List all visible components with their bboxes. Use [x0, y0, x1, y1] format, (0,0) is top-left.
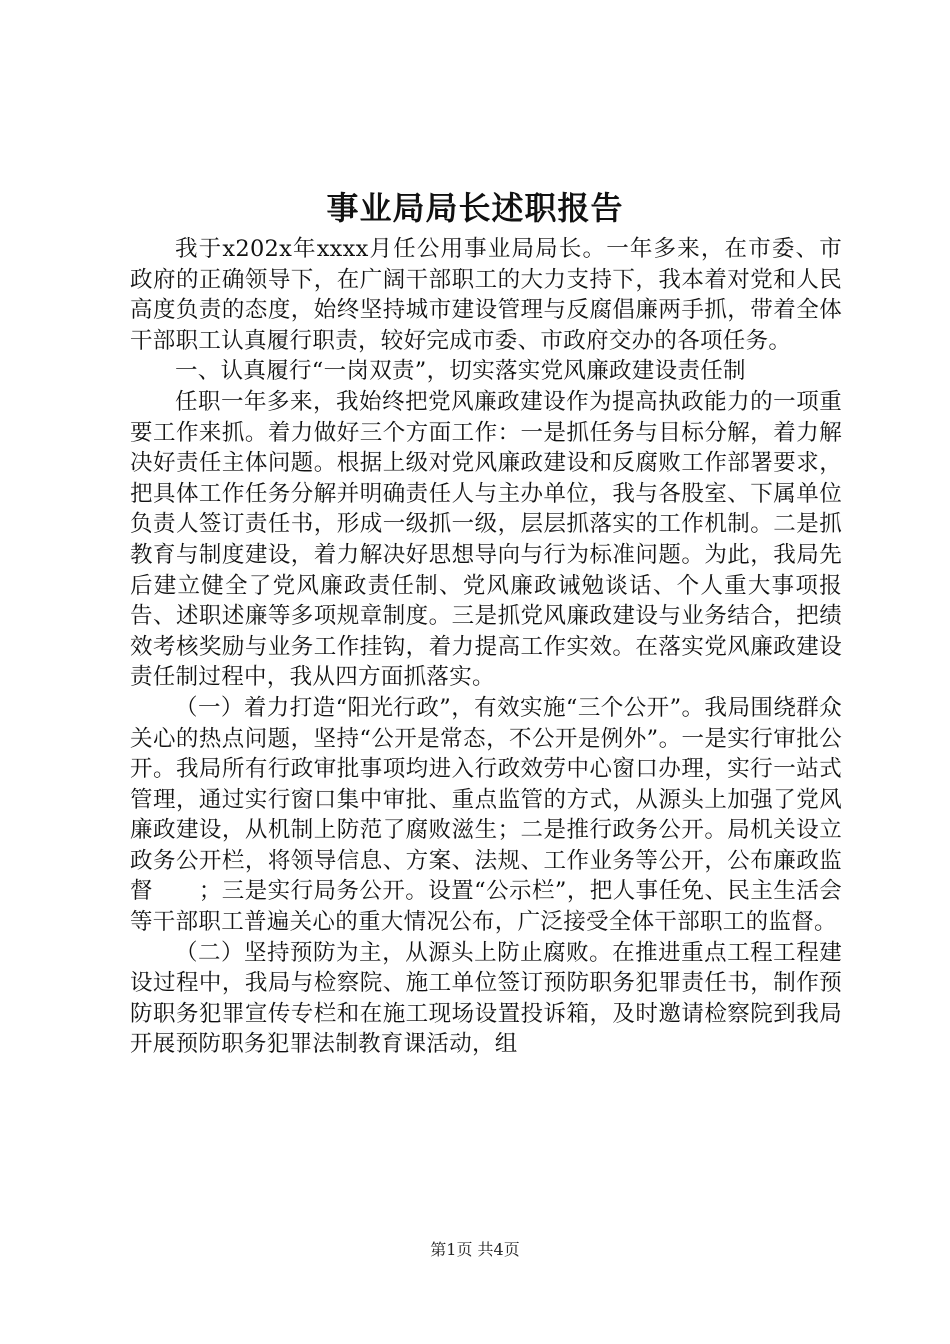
- page-footer: 第1页 共4页: [430, 1240, 520, 1259]
- intro-paragraph: 我于x202x年xxxx月任公用事业局局长。一年多来，在市委、市政府的正确领导下，在广阔干部职工的大力支持下，我本着对党和人民高度负责的态度，始终坚持城市建设管理与反腐倡廉两手抓，带着全体干部职工认真履行职责，较好完成市委、市政府交办的各项任务。: [130, 236, 842, 354]
- subsection-paragraph-1: （一）着力打造“阳光行政”，有效实施“三个公开”。我局围绕群众关心的热点问题，坚持“公开是常态，不公开是例外”。一是实行审批公开。我局所有行政审批事项均进入行政效劳中心窗口办理，实行一站式管理，通过实行窗口集中审批、重点监管的方式，从源头上加强了党风廉政建设，从机制上防范了腐败滋生；二是推行政务公开。局机关设立政务公开栏，将领导信息、方案、法规、工作业务等公开，公布廉政监督 ；三是实行局务公开。设置“公示栏”，把人事任免、民主生活会等干部职工普遍关心的重大情况公布，广泛接受全体干部职工的监督。: [130, 694, 842, 936]
- section-heading: 一、认真履行“一岗双责”，切实落实党风廉政建设责任制: [175, 358, 746, 385]
- body-paragraph: 任职一年多来，我始终把党风廉政建设作为提高执政能力的一项重要工作来抓。着力做好三个方面工作：一是抓任务与目标分解，着力解决好责任主体问题。根据上级对党风廉政建设和反腐败工作部署要求，把具体工作任务分解并明确责任人与主办单位，我与各股室、下属单位负责人签订责任书，形成一级抓一级，层层抓落实的工作机制。二是抓教育与制度建设，着力解决好思想导向与行为标准问题。为此，我局先后建立健全了党风廉政责任制、党风廉政诫勉谈话、个人重大事项报告、述职述廉等多项规章制度。三是抓党风廉政建设与业务结合，把绩效考核奖励与业务工作挂钩，着力提高工作实效。在落实党风廉政建设责任制过程中，我从四方面抓落实。: [130, 388, 842, 691]
- subsection-paragraph-2: （二）坚持预防为主，从源头上防止腐败。在推进重点工程工程建设过程中，我局与检察院、施工单位签订预防职务犯罪责任书，制作预防职务犯罪宣传专栏和在施工现场设置投诉箱，及时邀请检察院到我局开展预防职务犯罪法制教育课活动，组: [130, 939, 842, 1058]
- document-title: 事业局局长述职报告: [326, 189, 624, 227]
- document-body: [130, 234, 842, 1060]
